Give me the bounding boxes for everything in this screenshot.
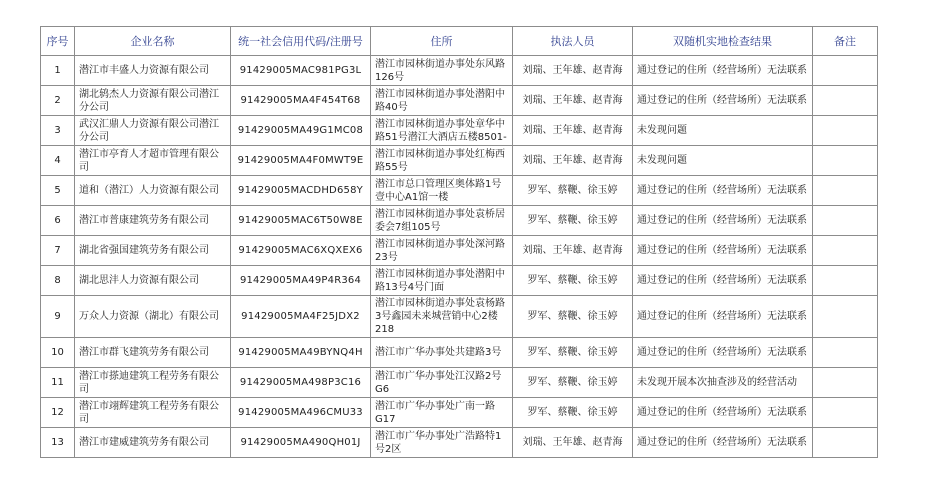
cell-address: 潜江市园林街道办事处深河路23号: [371, 236, 513, 266]
cell-staff: 罗军、蔡鞭、徐玉婷: [513, 338, 633, 368]
cell-credit-code: 91429005MAC981PG3L: [231, 56, 371, 86]
header-note: 备注: [813, 27, 878, 56]
cell-result: 未发现问题: [633, 116, 813, 146]
table-row: [41, 206, 878, 236]
cell-index: 4: [41, 146, 75, 176]
cell-result: 通过登记的住所（经营场所）无法联系: [633, 338, 813, 368]
cell-company-name: 潜江市亭育人才超市管理有限公司: [75, 146, 231, 176]
cell-note: [813, 338, 878, 368]
cell-result: 未发现开展本次抽查涉及的经营活动: [633, 368, 813, 398]
cell-result: 通过登记的住所（经营场所）无法联系: [633, 266, 813, 296]
cell-staff: 刘瑞、王年雄、赵青海: [513, 116, 633, 146]
cell-staff: 刘瑞、王年雄、赵青海: [513, 86, 633, 116]
cell-note: [813, 56, 878, 86]
cell-index: 10: [41, 338, 75, 368]
cell-company-name: 武汉汇鼎人力资源有限公司潜江分公司: [75, 116, 231, 146]
cell-company-name: 湖北鸫杰人力资源有限公司潜江分公司: [75, 86, 231, 116]
table-row: [41, 176, 878, 206]
cell-credit-code: 91429005MA4F454T68: [231, 86, 371, 116]
table-header-row: [41, 27, 878, 56]
cell-staff: 刘瑞、王年雄、赵青海: [513, 146, 633, 176]
cell-result: 通过登记的住所（经营场所）无法联系: [633, 236, 813, 266]
cell-note: [813, 236, 878, 266]
cell-company-name: 潜江市群飞建筑劳务有限公司: [75, 338, 231, 368]
cell-index: 7: [41, 236, 75, 266]
cell-company-name: 潜江市搽迪建筑工程劳务有限公司: [75, 368, 231, 398]
cell-address: 潜江市园林街道办事处东风路126号: [371, 56, 513, 86]
table-row: [41, 56, 878, 86]
cell-staff: 罗军、蔡鞭、徐玉婷: [513, 398, 633, 428]
table-row: [41, 368, 878, 398]
cell-credit-code: 91429005MAC6XQXEX6: [231, 236, 371, 266]
cell-note: [813, 368, 878, 398]
cell-credit-code: 91429005MA4F0MWT9E: [231, 146, 371, 176]
cell-staff: 罗军、蔡鞭、徐玉婷: [513, 296, 633, 338]
cell-note: [813, 398, 878, 428]
cell-index: 3: [41, 116, 75, 146]
header-staff: 执法人员: [513, 27, 633, 56]
table-row: [41, 428, 878, 458]
cell-credit-code: 91429005MA49G1MC08: [231, 116, 371, 146]
cell-address: 潜江市园林街道办事处袁桥居委会7组105号: [371, 206, 513, 236]
cell-result: 通过登记的住所（经营场所）无法联系: [633, 398, 813, 428]
cell-result: 未发现问题: [633, 146, 813, 176]
cell-index: 12: [41, 398, 75, 428]
cell-address: 潜江市广华办事处广南一路G17: [371, 398, 513, 428]
table-row: [41, 398, 878, 428]
cell-address: 潜江市广华办事处广浩路特1号2区: [371, 428, 513, 458]
cell-index: 6: [41, 206, 75, 236]
cell-note: [813, 146, 878, 176]
cell-address: 潜江市园林街道办事处袁杨路3号鑫园未来城营销中心2楼218: [371, 296, 513, 338]
cell-address: 潜江市园林街道办事处潜阳中路13号4号门面: [371, 266, 513, 296]
header-index: 序号: [41, 27, 75, 56]
cell-index: 9: [41, 296, 75, 338]
cell-company-name: 湖北省强国建筑劳务有限公司: [75, 236, 231, 266]
cell-result: 通过登记的住所（经营场所）无法联系: [633, 176, 813, 206]
cell-company-name: 潜江市建威建筑劳务有限公司: [75, 428, 231, 458]
cell-result: 通过登记的住所（经营场所）无法联系: [633, 86, 813, 116]
cell-credit-code: 91429005MA496CMU33: [231, 398, 371, 428]
cell-address: 潜江市园林街道办事处潜阳中路40号: [371, 86, 513, 116]
cell-note: [813, 116, 878, 146]
header-address: 住所: [371, 27, 513, 56]
header-result: 双随机实地检查结果: [633, 27, 813, 56]
cell-staff: 罗军、蔡鞭、徐玉婷: [513, 176, 633, 206]
header-credit-code: 统一社会信用代码/注册号: [231, 27, 371, 56]
cell-note: [813, 176, 878, 206]
cell-company-name: 潜江市翊辉建筑工程劳务有限公司: [75, 398, 231, 428]
header-company-name: 企业名称: [75, 27, 231, 56]
cell-address: 潜江市广华办事处江汉路2号G6: [371, 368, 513, 398]
table-row: [41, 236, 878, 266]
cell-credit-code: 91429005MA498P3C16: [231, 368, 371, 398]
cell-index: 2: [41, 86, 75, 116]
cell-company-name: 潜江市丰盛人力资源有限公司: [75, 56, 231, 86]
cell-staff: 罗军、蔡鞭、徐玉婷: [513, 266, 633, 296]
table-row: [41, 296, 878, 338]
cell-company-name: 潜江市普康建筑劳务有限公司: [75, 206, 231, 236]
table-row: [41, 86, 878, 116]
table-row: [41, 146, 878, 176]
cell-company-name: 万众人力资源（湖北）有限公司: [75, 296, 231, 338]
cell-index: 1: [41, 56, 75, 86]
cell-index: 5: [41, 176, 75, 206]
cell-note: [813, 86, 878, 116]
cell-note: [813, 266, 878, 296]
cell-index: 8: [41, 266, 75, 296]
cell-address: 潜江市广华办事处共建路3号: [371, 338, 513, 368]
cell-staff: 刘瑞、王年雄、赵青海: [513, 56, 633, 86]
cell-credit-code: 91429005MAC6T50W8E: [231, 206, 371, 236]
cell-address: 潜江市园林街道办事处红梅西路55号: [371, 146, 513, 176]
cell-credit-code: 91429005MA4F25JDX2: [231, 296, 371, 338]
table-row: [41, 338, 878, 368]
cell-result: 通过登记的住所（经营场所）无法联系: [633, 296, 813, 338]
cell-address: 潜江市园林街道办事处章华中路51号潜江大酒店五楼8501-: [371, 116, 513, 146]
cell-staff: 刘瑞、王年雄、赵青海: [513, 428, 633, 458]
cell-credit-code: 91429005MA49BYNQ4H: [231, 338, 371, 368]
cell-address: 潜江市总口管理区奥体路1号壹中心A1馆一楼: [371, 176, 513, 206]
inspection-table: [40, 26, 878, 458]
cell-company-name: 道和（潜江）人力资源有限公司: [75, 176, 231, 206]
cell-staff: 罗军、蔡鞭、徐玉婷: [513, 368, 633, 398]
cell-credit-code: 91429005MA490QH01J: [231, 428, 371, 458]
cell-note: [813, 206, 878, 236]
cell-result: 通过登记的住所（经营场所）无法联系: [633, 56, 813, 86]
cell-index: 13: [41, 428, 75, 458]
cell-note: [813, 428, 878, 458]
cell-result: 通过登记的住所（经营场所）无法联系: [633, 428, 813, 458]
cell-note: [813, 296, 878, 338]
cell-company-name: 湖北思沣人力资源有限公司: [75, 266, 231, 296]
cell-credit-code: 91429005MACDHD658Y: [231, 176, 371, 206]
cell-staff: 罗军、蔡鞭、徐玉婷: [513, 206, 633, 236]
table-row: [41, 116, 878, 146]
cell-result: 通过登记的住所（经营场所）无法联系: [633, 206, 813, 236]
cell-credit-code: 91429005MA49P4R364: [231, 266, 371, 296]
cell-index: 11: [41, 368, 75, 398]
table-row: [41, 266, 878, 296]
cell-staff: 刘瑞、王年雄、赵青海: [513, 236, 633, 266]
